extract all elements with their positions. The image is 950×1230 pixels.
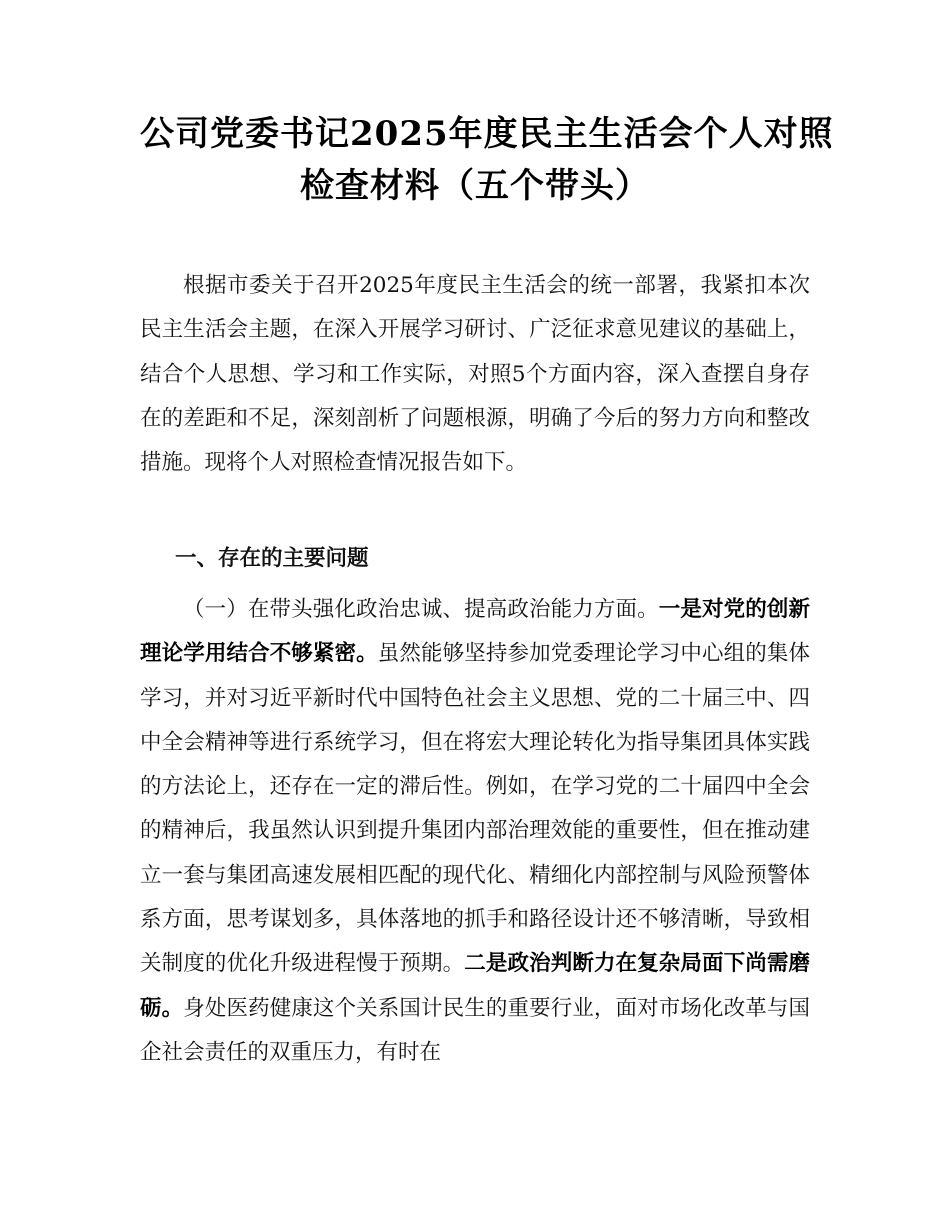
intro-paragraph: 根据市委关于召开2025年度民主生活会的统一部署，我紧扣本次民主生活会主题，在深入开展学习研讨、广泛征求意见建议的基础上，结合个人思想、学习和工作实际，对照5个方面内容，深入查摆自身存在的差距和不足，深刻剖析了问题根源，明确了今后的努力方向和整改措施。现将个人对照检查情况报告如下。: [140, 273, 810, 476]
document-title: [140, 108, 834, 212]
title-line-2: 检查材料（五个带头）: [300, 166, 650, 206]
point-1-text: 虽然能够坚持参加党委理论学习中心组的集体学习，并对习近平新时代中国特色社会主义思想、党的二十届三中、四中全会精神等进行系统学习，但在将宏大理论转化为指导集团具体实践的方法论上，还存在一定的滞后性。例如，在学习党的二十届四中全会的精神后，我虽然认识到提升集团内部治理效能的重要性，但在推动建立一套与集团高速发展相匹配的现代化、精细化内部控制与风险预警体系方面，思考谋划多，具体落地的抓手和路径设计还不够清晰，导致相关制度的优化升级进程慢于预期。: [140, 641, 810, 977]
point-2-text: 身处医药健康这个关系国计民生的重要行业，面对市场化改革与国企社会责任的双重压力，有时在: [140, 995, 810, 1065]
title-line-1: 公司党委书记2025年度民主生活会个人对照: [140, 114, 834, 154]
point-2-title: 二是政治判断力在复杂局面下尚需磨砺。: [140, 951, 810, 1021]
section-1-lead: （一）在带头强化政治忠诚、提高政治能力方面。: [183, 597, 659, 622]
section-1-paragraph: [140, 588, 810, 1075]
section-heading-problems: 一、存在的主要问题: [175, 546, 369, 571]
point-1-title: 一是对党的创新理论学用结合不够紧密。: [140, 597, 810, 667]
